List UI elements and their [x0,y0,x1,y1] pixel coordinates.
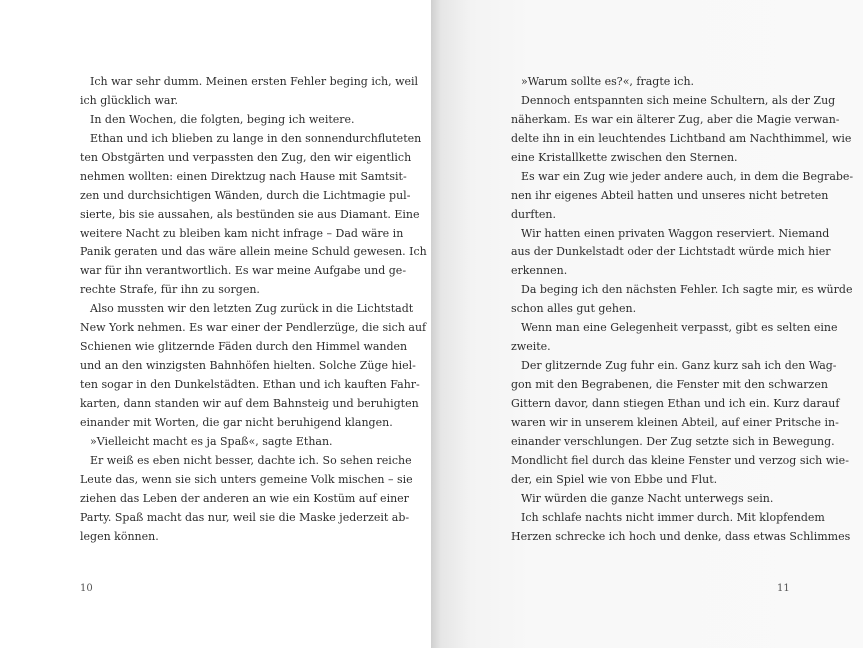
text-line: rechte Strafe, für ihn zu sorgen. [80,283,260,297]
text-line: Panik geraten und das wäre allein meine Schuld gewesen. Ich [80,245,427,259]
right-page-number: 11 [777,583,790,594]
text-line: der, ein Spiel wie von Ebbe und Flut. [511,472,718,486]
text-line: In den Wochen, die folgten, beging ich weitere. [90,112,355,126]
text-line: Ich war sehr dumm. Meinen ersten Fehler beging ich, weil [90,75,419,88]
text-line: war für ihn verantwortlich. Es war meine Aufgabe und ge- [80,264,407,278]
text-line: näherkam. Es war ein älterer Zug, aber die Magie verwan- [511,112,840,126]
text-line: Wir würden die ganze Nacht unterwegs sein. [521,491,774,505]
text-line: durften. [511,207,556,221]
text-line: aus der Dunkelstadt oder der Lichtstadt würde mich hier [511,245,831,259]
text-line: Er weiß es eben nicht besser, dachte ich. So sehen reiche [90,453,412,467]
text-line: delte ihn in ein leuchtendes Lichtband am Nachthimmel, wie [511,131,852,145]
text-line: einander mit Worten, die gar nicht beruhigend klangen. [80,415,393,429]
text-line: waren wir in unserem kleinen Abteil, auf einer Pritsche in- [511,415,839,429]
text-line: legen können. [80,529,159,543]
text-line: »Vielleicht macht es ja Spaß«, sagte Ethan. [90,434,333,448]
text-line: Also mussten wir den letzten Zug zurück in die Lichtstadt [90,302,414,316]
text-line: und an den winzigsten Bahnhöfen hielten. Solche Züge hiel- [80,359,416,373]
text-line: einander verschlungen. Der Zug setzte sich in Bewegung. [511,434,835,448]
text-line: eine Kristallkette zwischen den Sternen. [511,150,738,164]
text-line: Party. Spaß macht das nur, weil sie die Maske jederzeit ab- [80,510,410,524]
text-line: zweite. [511,340,551,354]
text-line: Mondlicht fiel durch das kleine Fenster und verzog sich wie- [511,453,849,467]
text-line: Wenn man eine Gelegenheit verpasst, gibt es selten eine [521,321,838,335]
left-page-text [80,73,427,546]
left-page [0,0,431,648]
text-line: Ethan und ich blieben zu lange in den sonnendurchfluteten [90,131,422,145]
text-line: Der glitzernde Zug fuhr ein. Ganz kurz sah ich den Wag- [521,359,837,373]
text-line: Gittern davor, dann stiegen Ethan und ich ein. Kurz darauf [511,396,840,410]
right-page-text [511,73,854,546]
text-line: nen ihr eigenes Abteil hatten und unseres nicht betreten [511,188,829,202]
text-line: sierte, bis sie aussahen, als bestünden sie aus Diamant. Eine [80,207,420,221]
text-line: weitere Nacht zu bleiben kam nicht infrage – Dad wäre in [80,226,404,240]
text-line: Es war ein Zug wie jeder andere auch, in dem die Begrabe- [521,169,854,183]
text-line: Schienen wie glitzernde Fäden durch den Himmel wanden [80,340,408,354]
text-line: gon mit den Begrabenen, die Fenster mit den schwarzen [511,378,828,391]
text-line: Dennoch entspannten sich meine Schultern, als der Zug [521,93,836,107]
text-line: ten Obstgärten und verpassten den Zug, den wir eigentlich [80,150,412,164]
text-line: Ich schlafe nachts nicht immer durch. Mit klopfendem [521,510,825,524]
text-line: Wir hatten einen privaten Waggon reserviert. Niemand [521,226,830,240]
text-line: New York nehmen. Es war einer der Pendlerzüge, die sich auf [80,321,427,335]
text-line: zen und durchsichtigen Wänden, durch die Lichtmagie pul- [80,188,411,202]
text-line: karten, dann standen wir auf dem Bahnsteig und beruhigten [80,396,419,410]
text-line: »Warum sollte es?«, fragte ich. [521,75,695,88]
text-line: Herzen schrecke ich hoch und denke, dass etwas Schlimmes [511,529,851,543]
left-page-number: 10 [80,583,93,594]
text-line: ich glücklich war. [80,93,179,107]
text-line: ziehen das Leben der anderen an wie ein Kostüm auf einer [80,491,409,505]
right-page [431,0,863,648]
text-line: ten sogar in den Dunkelstädten. Ethan und ich kauften Fahr- [80,378,420,391]
text-line: nehmen wollten: einen Direktzug nach Hause mit Samtsit- [80,169,407,183]
text-line: Leute das, wenn sie sich unters gemeine Volk mischen – sie [80,472,413,486]
text-line: schon alles gut gehen. [511,302,637,316]
text-line: erkennen. [511,264,568,278]
text-line: Da beging ich den nächsten Fehler. Ich sagte mir, es würde [521,283,853,297]
